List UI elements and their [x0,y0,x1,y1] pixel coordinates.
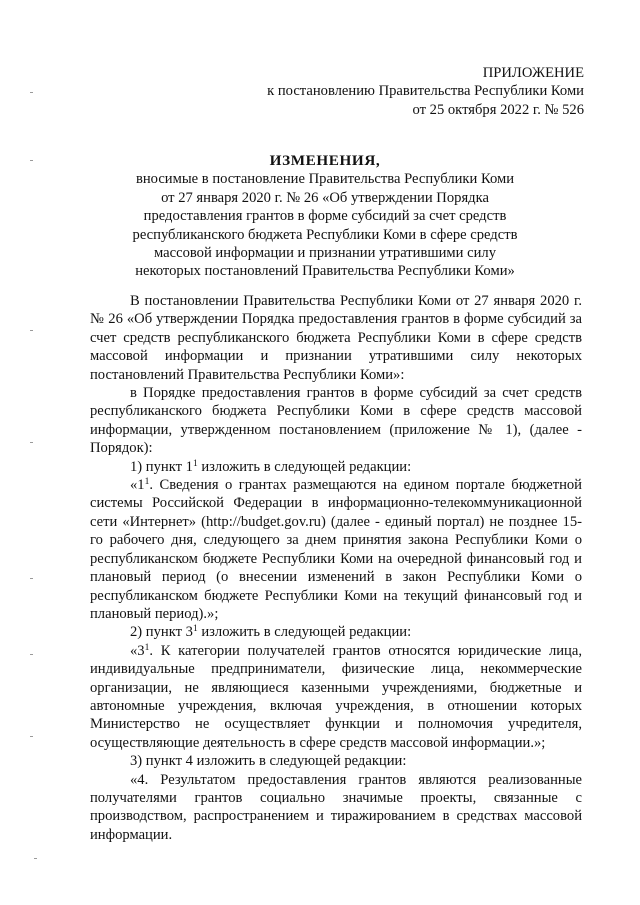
superscript: 1 [192,624,198,635]
superscript: 1 [144,642,150,653]
paragraph-text: изложить в следующей редакции: [197,458,412,475]
superscript: 1 [144,477,150,488]
paragraph-text: 2) пункт 3 [130,624,193,641]
appendix-header [267,64,584,119]
appendix-label: ПРИЛОЖЕНИЕ [482,65,584,81]
paragraph-text: . К категории получателей грантов относятся юридические лица, индивидуальные предприниматели, физические лица, некоммерческие организации, не являющиеся казенными учреждениями, бюджетные и автономные учреждения, включая учреждения, в отношении которых Министерство не осуществляет функции и полномочия учредителя, осуществляющие деятельность в сфере средств массовой информации.»; [90,642,582,751]
body-paragraph [90,623,582,641]
body-paragraph: В постановлении Правительства Республики Коми от 27 января 2020 г. № 26 «Об утверждении Порядка предоставления грантов в форме субсидий за счет средств республиканского бюджета Республики Коми в сфере средств массовой информации и признании утратившими силу некоторых постановлений Правительства Республики Коми»: [90,293,582,383]
scan-mark [34,858,37,859]
scan-mark [30,92,33,93]
title-line: предоставления грантов в форме субсидий за счет средств [143,208,507,225]
document-body [90,292,582,844]
title-line: от 27 января 2020 г. № 26 «Об утверждении Порядка [161,189,489,206]
body-paragraph: 3) пункт 4 изложить в следующей редакции: [130,753,407,770]
resolution-date-number: от 25 октября 2022 г. № 526 [412,101,584,118]
title-line: вносимые в постановление Правительства Республики Коми [135,171,515,188]
resolution-reference: к постановлению Правительства Республики Коми [267,83,584,100]
scan-mark [30,160,33,161]
body-paragraph [90,458,582,476]
scan-mark [30,330,33,331]
body-paragraph: в Порядке предоставления грантов в форме субсидий за счет средств республиканского бюджета Республики Коми в сфере средств массовой информации, утвержденном постановлением (приложение № 1), (далее - Порядок): [90,385,582,457]
scan-mark [30,736,33,737]
title-line: некоторых постановлений Правительства Республики Коми» [135,263,515,280]
scan-mark [30,578,33,579]
title-line: массовой информации и признании утратившими силу [154,245,496,262]
paragraph-text: . Сведения о грантах размещаются на едином портале бюджетной системы Российской Федерации в информационно-телекоммуникационной сети «Интернет» (http://budget.gov.ru) (далее - единый портал) не позднее 15-го рабочего дня, следующего за днем принятия закона Республики Коми о республиканском бюджете Республики Коми на очередной финансовый год и плановый период (о внесении изменений в закон Республики Коми о республиканском бюджете Республики Коми на текущий финансовый год и плановый период).»; [90,477,582,622]
scan-mark [30,654,33,655]
body-paragraph: «4. Результатом предоставления грантов являются реализованные получателями грантов социально значимые проекты, связанные с производством, распространением и тиражированием в средствах массовой информации. [90,771,582,843]
body-paragraph [90,476,582,623]
document-title [60,152,590,281]
paragraph-text: «1 [130,477,145,494]
paragraph-text: «3 [130,642,145,659]
body-paragraph [90,642,582,752]
superscript: 1 [192,458,198,469]
paragraph-text: 1) пункт 1 [130,458,193,475]
scan-mark [30,442,33,443]
title-line: республиканского бюджета Республики Коми в сфере средств [132,226,518,243]
title-heading: ИЗМЕНЕНИЯ, [269,152,381,169]
paragraph-text: изложить в следующей редакции: [197,624,412,641]
